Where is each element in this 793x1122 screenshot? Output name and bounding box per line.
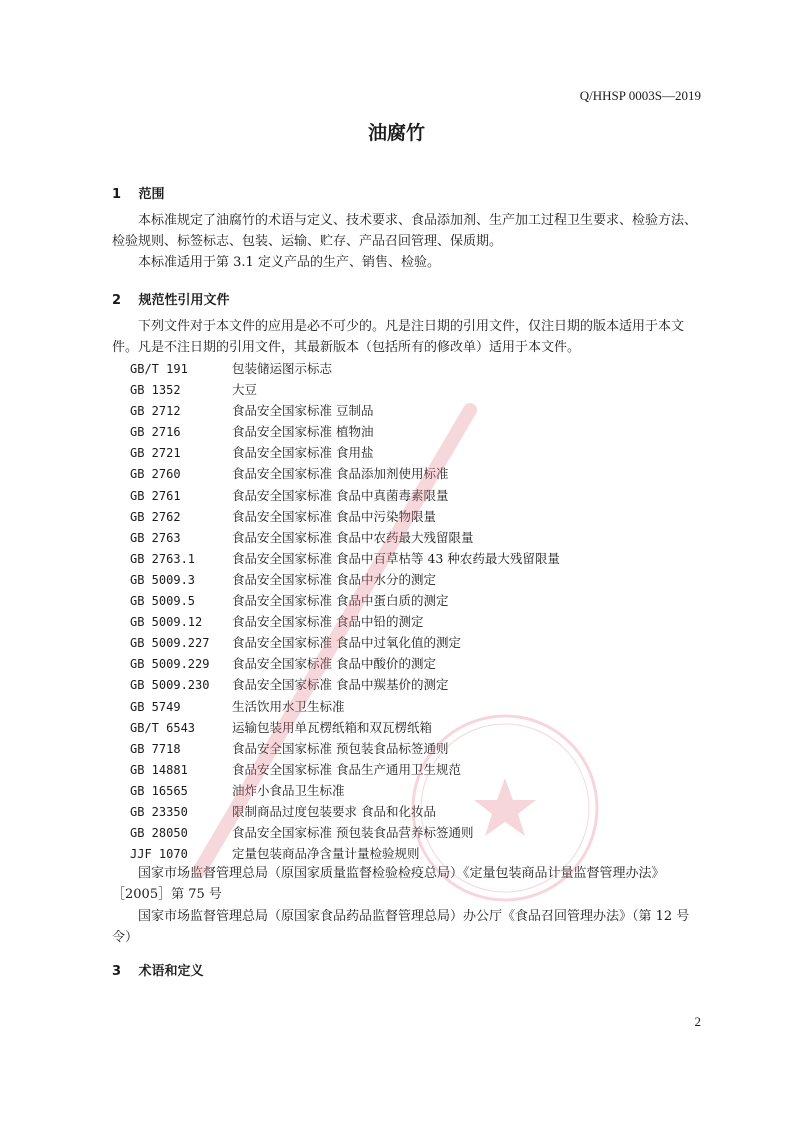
reference-item (130, 611, 560, 632)
reference-title: 运输包装用单瓦楞纸箱和双瓦楞纸箱 (232, 719, 433, 735)
reference-item (130, 632, 560, 653)
reference-title: 食品安全国家标准 食品中羰基价的测定 (232, 677, 449, 693)
reference-code: GB 2716 (130, 425, 181, 440)
reference-code: GB 7718 (130, 741, 181, 756)
reference-code: GB 5009.229 (130, 657, 210, 672)
reference-title: 包装储运图示标志 (232, 361, 333, 376)
reference-item (130, 696, 560, 717)
reference-item (130, 463, 560, 484)
reference-item (130, 421, 560, 442)
reference-code: GB 2763.1 (130, 551, 196, 566)
regulation-paragraph-1: 国家市场监督管理总局（原国家质量监督检验检疫总局）《定量包装商品计量监督管理办法》［2005］第 75 号 (112, 866, 665, 902)
reference-item (130, 548, 560, 569)
reference-item (130, 527, 560, 548)
reference-item (130, 400, 560, 421)
reference-title: 食品安全国家标准 食品中蛋白质的测定 (232, 593, 449, 609)
reference-item (130, 653, 560, 674)
reference-code: GB 14881 (130, 762, 188, 777)
reference-title: 食品安全国家标准 食品中过氧化值的测定 (232, 635, 461, 651)
reference-title: 油炸小食品卫生标准 (232, 782, 345, 798)
reference-item (130, 590, 560, 611)
reference-item (130, 780, 560, 801)
reference-title: 食品安全国家标准 食品生产通用卫生规范 (232, 761, 461, 777)
reference-title: 食品安全国家标准 豆制品 (232, 403, 374, 419)
reference-title: 食品安全国家标准 食品中真菌毒素限量 (232, 487, 449, 503)
reference-item (130, 717, 560, 738)
reference-title: 食品安全国家标准 预包装食品营养标签通则 (232, 825, 474, 841)
reference-item (130, 759, 560, 780)
reference-code: GB 1352 (130, 383, 181, 398)
reference-title: 生活饮用水卫生标准 (232, 698, 345, 714)
section-heading-terms (112, 960, 204, 979)
page-title: 油腐竹 (367, 122, 425, 144)
reference-code: GB 2721 (130, 446, 181, 461)
reference-code: GB 2760 (130, 467, 181, 482)
page-number: 2 (694, 1014, 701, 1029)
reference-title: 食品安全国家标准 食品中铅的测定 (232, 614, 424, 630)
section-heading-scope (112, 183, 165, 202)
reference-item (130, 801, 560, 822)
reference-item (130, 738, 560, 759)
reference-code: GB 5009.12 (130, 615, 203, 630)
references-intro: 下列文件对于本文件的应用是必不可少的。凡是注日期的引用文件，仅注日期的版本适用于本文件。凡是不注日期的引用文件，其最新版本（包括所有的修改单）适用于本文件。 (112, 319, 685, 355)
reference-title: 限制商品过度包装要求 食品和化妆品 (232, 803, 436, 819)
reference-item (130, 358, 560, 379)
scope-paragraph-2: 本标准适用于第 3.1 定义产品的生产、销售、检验。 (138, 255, 440, 270)
reference-item (130, 442, 560, 463)
section-title: 规范性引用文件 (138, 293, 230, 308)
reference-code: GB 5009.5 (130, 594, 196, 609)
scope-paragraph-1: 本标准规定了油腐竹的术语与定义、技术要求、食品添加剂、生产加工过程卫生要求、检验方法、检验规则、标签标志、包装、运输、贮存、产品召回管理、保质期。 (112, 213, 698, 249)
reference-code: GB 5009.3 (130, 572, 196, 587)
reference-item (130, 569, 560, 590)
reference-code: GB 2712 (130, 404, 181, 419)
reference-title: 食品安全国家标准 食品添加剂使用标准 (232, 466, 449, 482)
reference-title: 食品安全国家标准 食品中污染物限量 (232, 508, 436, 524)
reference-title: 食品安全国家标准 食品中酸价的测定 (232, 656, 436, 672)
reference-code: GB 5009.230 (130, 678, 210, 693)
document-code: Q/HHSP 0003S—2019 (579, 88, 701, 103)
reference-title: 大豆 (232, 382, 258, 398)
reference-list (130, 358, 560, 864)
section-number: 3 (112, 964, 122, 979)
section-title: 范围 (138, 187, 165, 202)
regulation-paragraph-2: 国家市场监督管理总局（原国家食品药品监督管理总局）办公厅《食品召回管理办法》（第 12 号令） (112, 909, 690, 945)
section-heading-references (112, 289, 230, 308)
reference-item (130, 485, 560, 506)
reference-title: 食品安全国家标准 食用盐 (232, 445, 374, 461)
reference-code: JJF 1070 (130, 847, 188, 862)
section-title: 术语和定义 (138, 964, 204, 979)
reference-code: GB 28050 (130, 826, 188, 841)
reference-item (130, 822, 560, 843)
reference-code: GB 2761 (130, 488, 181, 503)
reference-code: GB 23350 (130, 804, 188, 819)
reference-code: GB 5749 (130, 699, 181, 714)
reference-title: 定量包装商品净含量计量检验规则 (232, 846, 420, 862)
reference-title: 食品安全国家标准 食品中水分的测定 (232, 571, 436, 587)
reference-code: GB 16565 (130, 783, 188, 798)
reference-code: GB 2763 (130, 530, 181, 545)
reference-code: GB 5009.227 (130, 636, 210, 651)
section-number: 1 (112, 187, 122, 202)
reference-item (130, 674, 560, 695)
reference-title: 食品安全国家标准 食品中农药最大残留限量 (232, 529, 474, 545)
reference-item (130, 506, 560, 527)
reference-code: GB/T 6543 (130, 720, 196, 735)
section-number: 2 (112, 293, 122, 308)
reference-code: GB/T 191 (130, 362, 188, 376)
reference-title: 食品安全国家标准 预包装食品标签通则 (232, 740, 449, 756)
reference-item (130, 379, 560, 400)
reference-title: 食品安全国家标准 食品中百草枯等 43 种农药最大残留限量 (232, 550, 560, 566)
reference-title: 食品安全国家标准 植物油 (232, 424, 374, 440)
reference-code: GB 2762 (130, 509, 181, 524)
reference-item (130, 843, 560, 864)
